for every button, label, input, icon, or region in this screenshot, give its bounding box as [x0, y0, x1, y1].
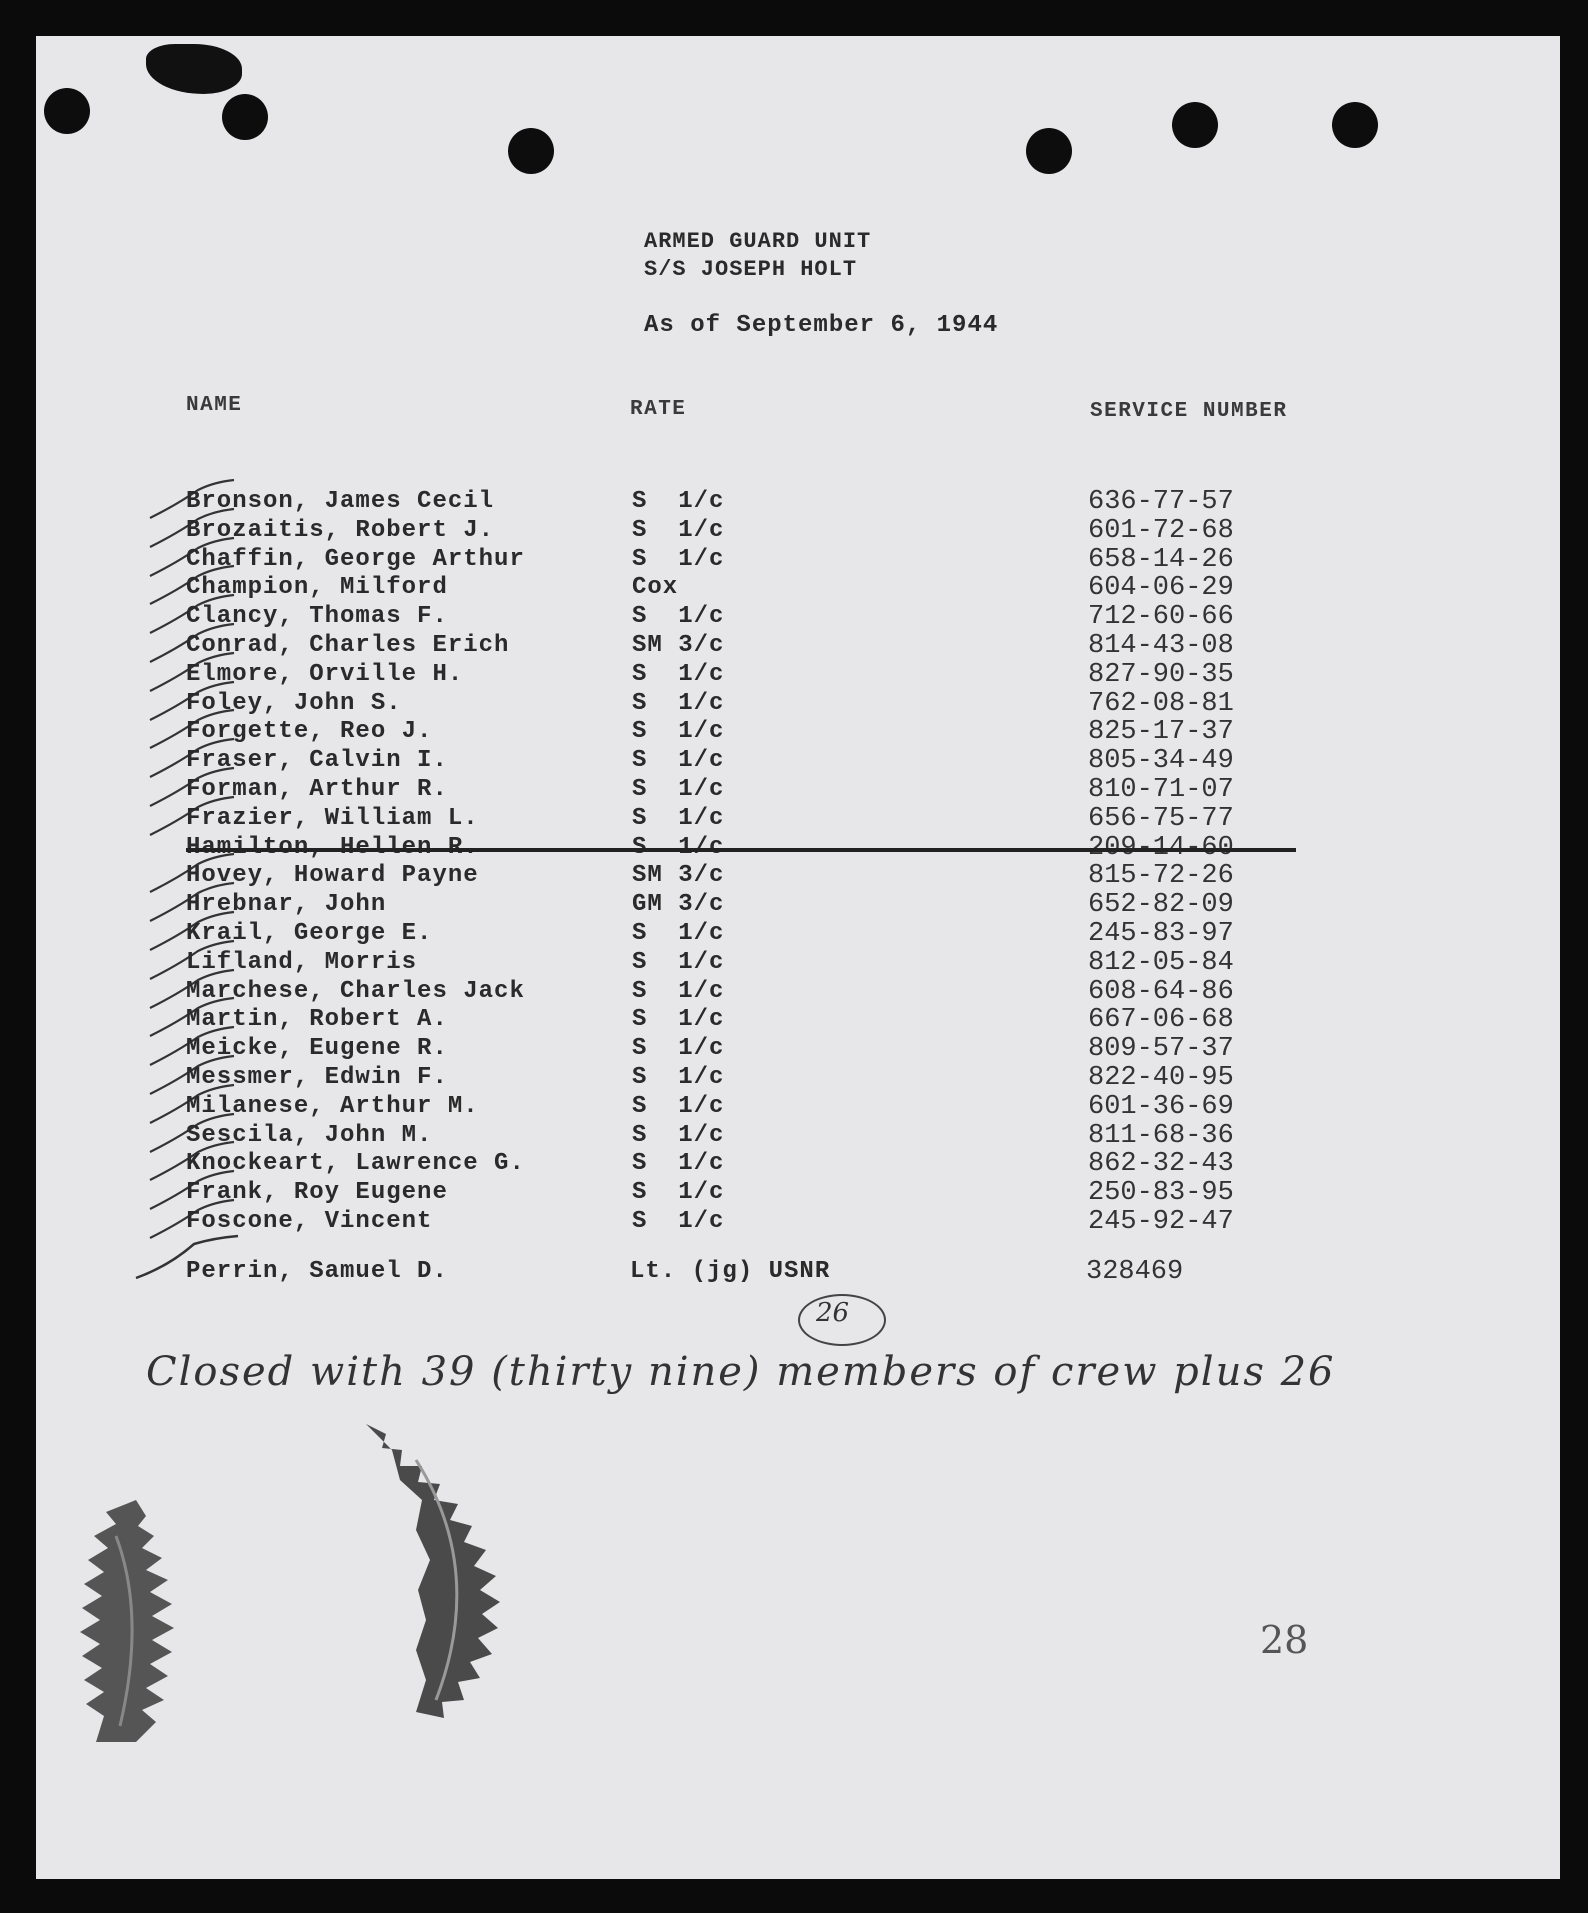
crew-rate: S 1/c — [632, 948, 725, 976]
crew-service-number: 667-06-68 — [1088, 1005, 1234, 1036]
crew-rate: GM 3/c — [632, 891, 725, 919]
crew-name: Lifland, Morris — [186, 948, 418, 976]
crew-rate: S 1/c — [632, 1035, 725, 1063]
crew-name: Foley, John S. — [186, 689, 402, 717]
crew-row — [36, 862, 1560, 890]
crew-row — [36, 1093, 1560, 1121]
officer-service-number: 328469 — [1086, 1257, 1184, 1287]
ship-name: S/S JOSEPH HOLT — [644, 257, 858, 282]
punch-hole — [222, 94, 268, 140]
crew-rate: S 1/c — [632, 1064, 725, 1091]
punch-hole — [44, 88, 90, 134]
crew-service-number: 822-40-95 — [1088, 1063, 1234, 1093]
page-number: 28 — [1260, 1618, 1309, 1662]
crew-name: Bronson, James Cecil — [186, 488, 495, 515]
crew-rate: S 1/c — [632, 1006, 725, 1034]
crew-name: Champion, Milford — [186, 574, 448, 602]
punch-hole — [1172, 102, 1218, 148]
crew-name: Hovey, Howard Payne — [186, 862, 479, 890]
crew-name: Conrad, Charles Erich — [186, 632, 510, 659]
crew-rate: SM 3/c — [632, 862, 725, 890]
unit-title: ARMED GUARD UNIT — [644, 229, 872, 254]
crew-row — [36, 517, 1560, 545]
crew-service-number: 827-90-35 — [1088, 659, 1234, 690]
officer-rate: Lt. (jg) USNR — [630, 1258, 831, 1285]
crew-name: Milanese, Arthur M. — [186, 1092, 479, 1120]
crew-service-number: 652-82-09 — [1088, 890, 1234, 921]
crew-rate: S 1/c — [632, 488, 725, 515]
crew-name: Elmore, Orville H. — [186, 660, 464, 688]
crew-rate: S 1/c — [632, 545, 725, 573]
crew-name: Krail, George E. — [186, 920, 433, 947]
crew-rate: S 1/c — [632, 977, 725, 1005]
crew-row — [36, 1150, 1560, 1178]
crew-rate: S 1/c — [632, 1121, 725, 1149]
officer-name: Perrin, Samuel D. — [186, 1258, 448, 1285]
crew-rate: S 1/c — [632, 718, 725, 746]
torn-corner-blot — [146, 44, 242, 94]
handwritten-note: Closed with 39 (thirty nine) members of crew plus 26 — [146, 1349, 1336, 1395]
crew-row — [36, 546, 1560, 574]
crew-service-number: 608-64-86 — [1088, 976, 1234, 1007]
crew-rate: S 1/c — [632, 516, 725, 544]
crew-name: Sescila, John M. — [186, 1121, 433, 1149]
crew-service-number: 805-34-49 — [1088, 746, 1234, 777]
crew-name: Clancy, Thomas F. — [186, 603, 448, 631]
crew-row — [36, 1035, 1560, 1063]
crew-rate: S 1/c — [632, 747, 725, 775]
crew-service-number: 862-32-43 — [1088, 1149, 1234, 1180]
strikethrough-line — [186, 848, 1296, 852]
crew-service-number: 658-14-26 — [1088, 544, 1234, 575]
crew-service-number: 712-60-66 — [1088, 602, 1234, 633]
crew-service-number: 245-92-47 — [1088, 1207, 1234, 1237]
crew-rate: SM 3/c — [632, 632, 725, 659]
crew-service-number: 810-71-07 — [1088, 775, 1234, 805]
embossed-seal-left — [76, 1496, 196, 1746]
crew-rate: S 1/c — [632, 920, 725, 947]
crew-name: Forgette, Reo J. — [186, 718, 433, 746]
crew-row — [36, 1064, 1560, 1092]
crew-service-number: 636-77-57 — [1088, 487, 1234, 517]
crew-row — [36, 1208, 1560, 1236]
crew-name: Meicke, Eugene R. — [186, 1035, 448, 1063]
crew-name: Messmer, Edwin F. — [186, 1064, 448, 1091]
crew-row — [36, 949, 1560, 977]
crew-row — [36, 1006, 1560, 1034]
crew-rate: S 1/c — [632, 776, 725, 803]
crew-name: Hrebnar, John — [186, 891, 387, 919]
crew-service-number: 250-83-95 — [1088, 1178, 1234, 1209]
crew-service-number: 815-72-26 — [1088, 861, 1234, 892]
crew-row — [36, 661, 1560, 689]
crew-rate: S 1/c — [632, 1179, 725, 1207]
column-header-service-number: SERVICE NUMBER — [1090, 400, 1288, 423]
as-of-date: As of September 6, 1944 — [644, 312, 999, 339]
crew-rate: S 1/c — [632, 1208, 725, 1235]
crew-rate: Cox — [632, 574, 679, 602]
crew-row — [36, 834, 1560, 862]
crew-service-number: 825-17-37 — [1088, 717, 1234, 748]
crew-row — [36, 891, 1560, 919]
punch-hole — [508, 128, 554, 174]
crew-rate: S 1/c — [632, 804, 725, 832]
crew-service-number: 601-72-68 — [1088, 515, 1234, 546]
crew-service-number: 809-57-37 — [1088, 1034, 1234, 1065]
crew-name: Frank, Roy Eugene — [186, 1179, 448, 1207]
crew-row — [36, 603, 1560, 631]
punch-hole — [1332, 102, 1378, 148]
crew-row — [36, 805, 1560, 833]
crew-name: Frazier, William L. — [186, 804, 479, 832]
crew-service-number: 601-36-69 — [1088, 1091, 1234, 1122]
crew-rate: S 1/c — [632, 689, 725, 717]
crew-service-number: 656-75-77 — [1088, 803, 1234, 834]
punch-hole — [1026, 128, 1072, 174]
crew-row — [36, 690, 1560, 718]
crew-name: Martin, Robert A. — [186, 1006, 448, 1034]
crew-row — [36, 1179, 1560, 1207]
crew-row — [36, 574, 1560, 602]
crew-row — [36, 1122, 1560, 1150]
crew-rate: S 1/c — [632, 1150, 725, 1178]
embossed-seal-right — [356, 1420, 516, 1720]
crew-row — [36, 747, 1560, 775]
crew-service-number: 812-05-84 — [1088, 947, 1234, 978]
crew-service-number: 604-06-29 — [1088, 573, 1234, 604]
crew-rate: S 1/c — [632, 603, 725, 631]
crew-service-number: 811-68-36 — [1088, 1120, 1234, 1151]
crew-row — [36, 776, 1560, 804]
crew-row — [36, 632, 1560, 660]
crew-name: Forman, Arthur R. — [186, 776, 448, 803]
crew-rate: S 1/c — [632, 660, 725, 688]
column-header-rate: RATE — [630, 398, 687, 421]
column-header-name: NAME — [186, 394, 243, 417]
handwritten-correction: 26 — [816, 1298, 850, 1328]
crew-name: Brozaitis, Robert J. — [186, 516, 495, 544]
crew-row — [36, 488, 1560, 516]
crew-row — [36, 920, 1560, 948]
officer-row — [36, 1258, 1560, 1286]
crew-service-number: 814-43-08 — [1088, 631, 1234, 661]
crew-name: Foscone, Vincent — [186, 1208, 433, 1235]
crew-service-number: 762-08-81 — [1088, 688, 1234, 719]
crew-row — [36, 978, 1560, 1006]
crew-row — [36, 718, 1560, 746]
crew-name: Chaffin, George Arthur — [186, 545, 525, 573]
document-page — [36, 36, 1560, 1879]
crew-rate: S 1/c — [632, 1092, 725, 1120]
crew-name: Fraser, Calvin I. — [186, 747, 448, 775]
crew-name: Marchese, Charles Jack — [186, 977, 525, 1005]
crew-service-number: 245-83-97 — [1088, 919, 1234, 949]
crew-name: Knockeart, Lawrence G. — [186, 1150, 525, 1178]
